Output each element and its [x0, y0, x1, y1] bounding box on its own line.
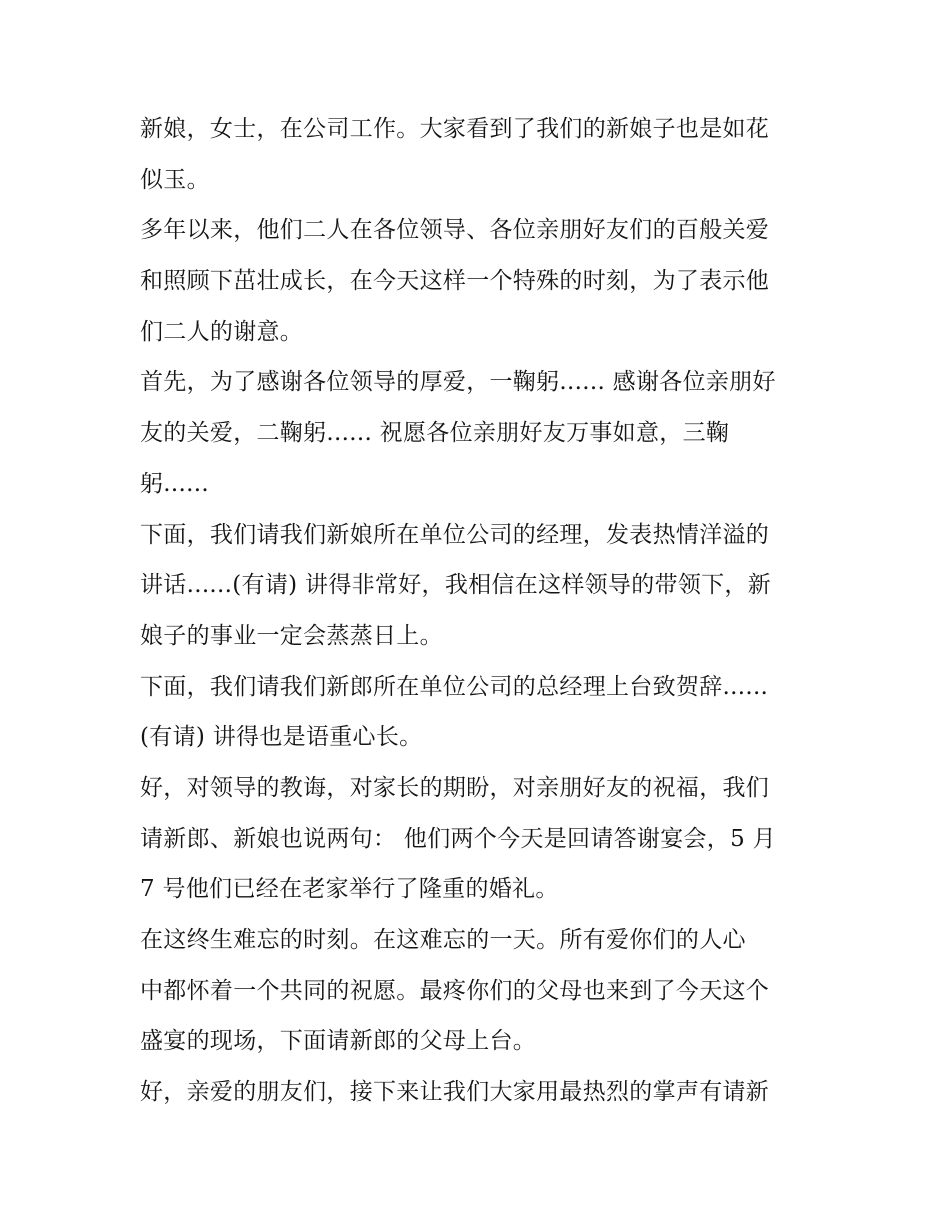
- text-line: 在这终生难忘的时刻。在这难忘的一天。所有爱你们的人心: [140, 927, 746, 953]
- text-line: 下面，我们请我们新娘所在单位公司的经理，发表热情洋溢的: [140, 521, 770, 548]
- text-line: 好，对领导的教诲，对家长的期盼，对亲朋好友的祝福，我们: [140, 774, 770, 801]
- text-line: 新娘，女士，在公司工作。大家看到了我们的新娘子也是如花: [140, 116, 770, 142]
- text-line: 首先，为了感谢各位领导的厚爱，一鞠躬...... 感谢各位亲朋好: [140, 369, 776, 396]
- text-line: 请新郎、新娘也说两句： 他们两个今天是回请答谢宴会，5 月: [140, 825, 776, 852]
- text-line: 好，亲爱的朋友们，接下来让我们大家用最热烈的掌声有请新: [140, 1079, 770, 1106]
- text-line: 和照顾下茁壮成长，在今天这样一个特殊的时刻，为了表示他: [140, 268, 770, 295]
- text-line: 7 号他们已经在老家举行了隆重的婚礼。: [140, 876, 559, 903]
- text-line: 中都怀着一个共同的祝愿。最疼你们的父母也来到了今天这个: [140, 977, 770, 1004]
- text-line: 们二人的谢意。: [140, 318, 304, 345]
- text-line: 似玉。: [140, 166, 210, 193]
- text-line: (有请) 讲得也是语重心长。: [140, 724, 423, 751]
- text-line: 娘子的事业一定会蒸蒸日上。: [140, 622, 443, 649]
- text-line: 友的关爱，二鞠躬...... 祝愿各位亲朋好友万事如意，三鞠: [140, 420, 730, 447]
- document-body: [140, 104, 812, 1118]
- text-line: 盛宴的现场，下面请新郎的父母上台。: [140, 1028, 537, 1055]
- text-line: 下面，我们请我们新郎所在单位公司的总经理上台致贺辞......: [140, 673, 769, 700]
- text-line: 躬......: [140, 470, 209, 497]
- text-line: 多年以来，他们二人在各位领导、各位亲朋好友们的百般关爱: [140, 217, 770, 244]
- text-line: 讲话......(有请) 讲得非常好，我相信在这样领导的带领下，新: [140, 572, 772, 599]
